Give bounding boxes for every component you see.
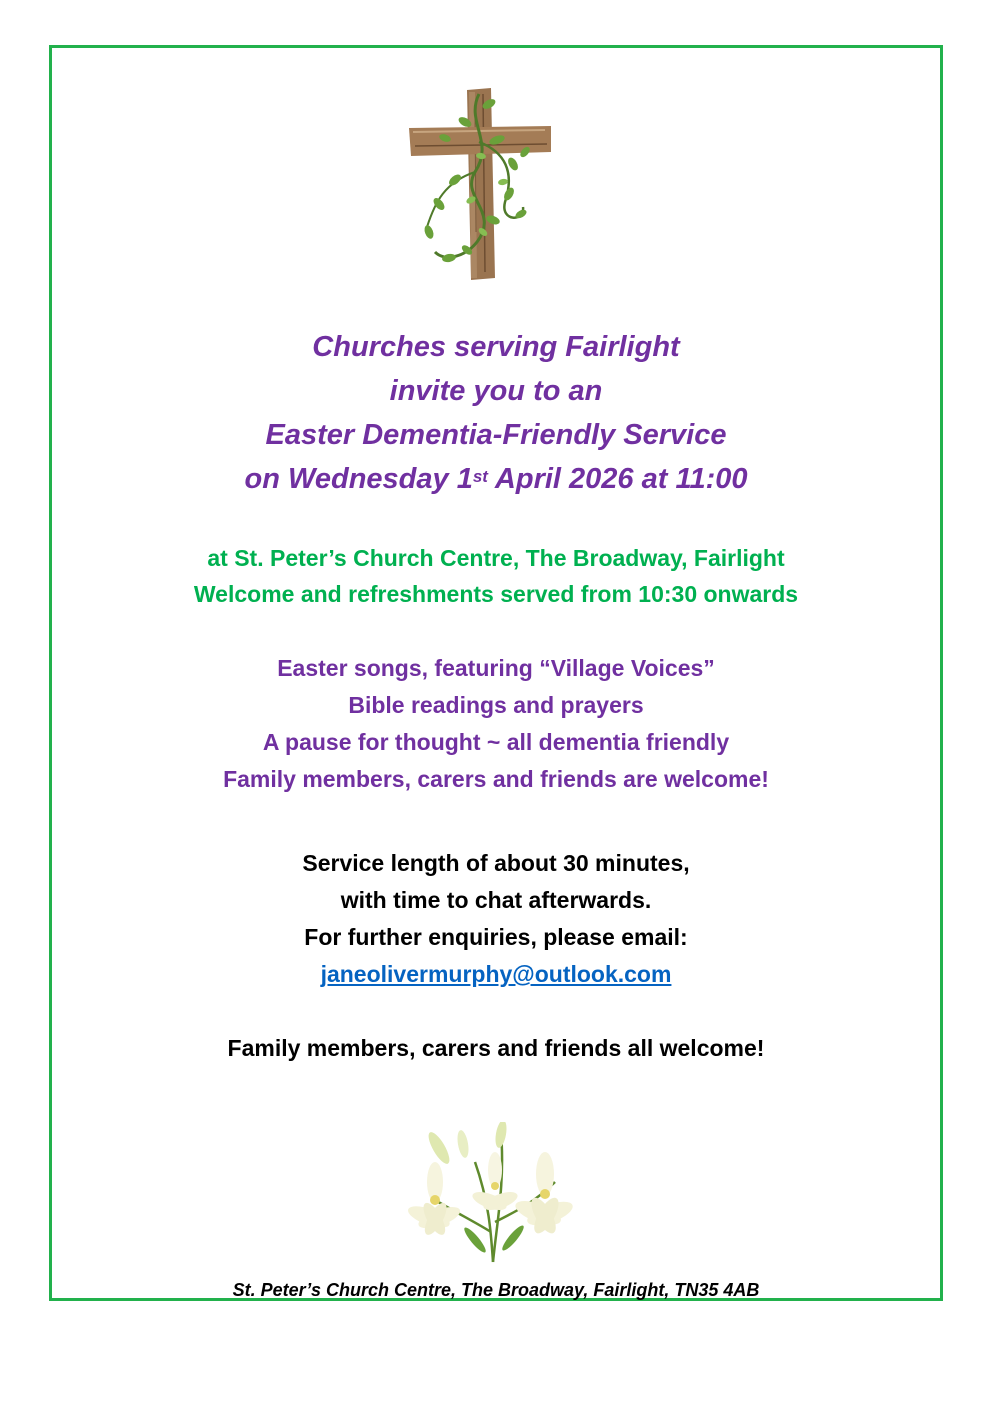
venue-address: at St. Peter’s Church Centre, The Broadway, Fairlight xyxy=(207,545,785,571)
cross-icon xyxy=(405,82,555,282)
programme-item-songs: Easter songs, featuring “Village Voices” xyxy=(277,655,715,681)
heading-line-churches: Churches serving Fairlight xyxy=(312,331,680,363)
heading-line-date xyxy=(0,457,992,501)
info-block xyxy=(0,845,992,993)
invitation-heading xyxy=(0,325,992,501)
date-prefix: on Wednesday 1 xyxy=(244,463,473,495)
footer-address: St. Peter’s Church Centre, The Broadway, Fairlight, TN35 4AB xyxy=(232,1280,760,1300)
date-ordinal: st xyxy=(472,467,488,486)
date-suffix: April 2026 at 11:00 xyxy=(487,463,748,495)
heading-line-invite: invite you to an xyxy=(389,375,603,407)
refreshments-note: Welcome and refreshments served from 10:30 onwards xyxy=(193,581,799,607)
enquiries-note: For further enquiries, please email: xyxy=(304,924,688,950)
programme-item-readings: Bible readings and prayers xyxy=(348,692,644,718)
venue-block xyxy=(0,540,992,612)
email-link[interactable]: janeolivermurphy@outlook.com xyxy=(320,961,672,987)
programme-item-pause: A pause for thought ~ all dementia friendly xyxy=(262,729,730,755)
programme-block xyxy=(0,650,992,798)
closing-line: Family members, carers and friends all welcome! xyxy=(227,1035,765,1061)
chat-afterwards: with time to chat afterwards. xyxy=(340,887,652,913)
heading-line-service: Easter Dementia-Friendly Service xyxy=(265,419,727,451)
programme-item-welcome: Family members, carers and friends are welcome! xyxy=(223,766,769,792)
lilies-icon xyxy=(405,1122,590,1264)
service-length: Service length of about 30 minutes, xyxy=(302,850,690,876)
